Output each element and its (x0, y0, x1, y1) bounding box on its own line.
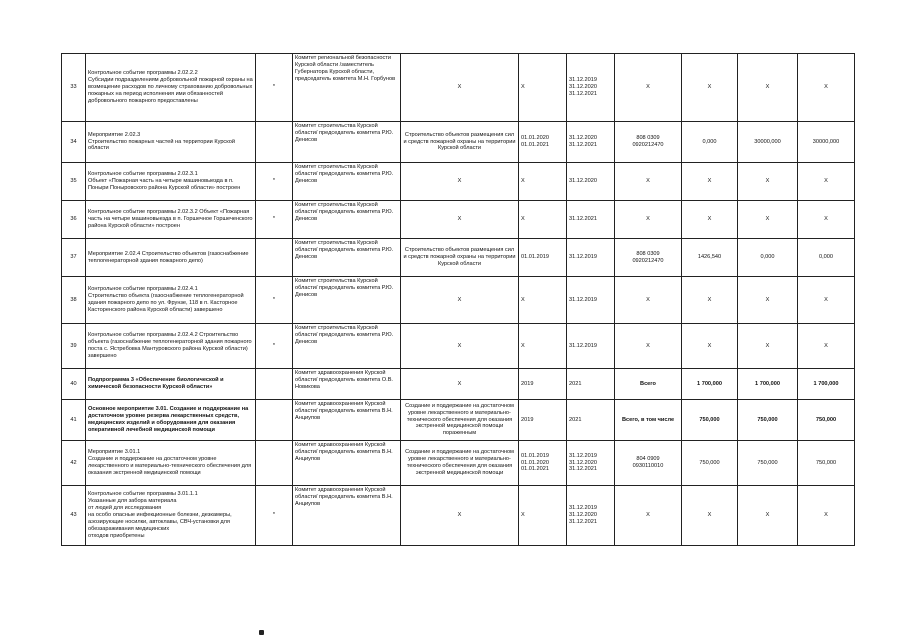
start-date: 2019 (519, 400, 567, 441)
row-name: Основное мероприятие 3.01. Создание и поддержание на достаточном уровне резерва лекарственных средств, медицинских изделий и оборудования для оказания оперативной лечебной медицинской помощи (86, 400, 256, 441)
responsible-executor: Комитет строительства Курской области/ председатель комитета Р.Ю. Денисов (293, 122, 401, 163)
control-event-mark (256, 441, 293, 486)
budget-code: X (615, 486, 682, 546)
expected-result: X (401, 486, 519, 546)
control-event-mark: * (256, 163, 293, 201)
end-date: 31.12.2019 31.12.2020 31.12.2021 (567, 441, 615, 486)
end-date: 2021 (567, 369, 615, 400)
value-2019: X (682, 54, 738, 122)
control-event-mark (256, 369, 293, 400)
expected-result: Строительство объектов размещения сил и средств пожарной охраны на территории Курской области (401, 122, 519, 163)
expected-result: X (401, 369, 519, 400)
value-2021: X (798, 201, 855, 239)
row-number: 39 (62, 324, 86, 369)
start-date: X (519, 324, 567, 369)
start-date: 01.01.2020 01.01.2021 (519, 122, 567, 163)
value-2021: X (798, 277, 855, 324)
value-2021: X (798, 486, 855, 546)
row-name: Мероприятие 2.02.3 Строительство пожарных частей на территории Курской области (86, 122, 256, 163)
value-2019: X (682, 163, 738, 201)
responsible-executor: Комитет строительства Курской области/ председатель комитета Р.Ю. Денисов (293, 324, 401, 369)
value-2019: 1 700,000 (682, 369, 738, 400)
value-2020: 1 700,000 (738, 369, 798, 400)
value-2021: X (798, 324, 855, 369)
start-date: 2019 (519, 369, 567, 400)
row-name: Контрольное событие программы 2.02.4.1 Строительство объекта (газоснабжение теплогенераторной здания пожарного депо по ул. Фрунзе, 118 в п. Касторное Касторенского района Курской области) завершено (86, 277, 256, 324)
table-row (62, 54, 855, 122)
end-date: 31.12.2020 (567, 163, 615, 201)
control-event-mark: * (256, 277, 293, 324)
value-2019: 0,000 (682, 122, 738, 163)
value-2020: 0,000 (738, 239, 798, 277)
table-row (62, 324, 855, 369)
table-row (62, 369, 855, 400)
end-date: 31.12.2020 31.12.2021 (567, 122, 615, 163)
row-number: 37 (62, 239, 86, 277)
row-number: 43 (62, 486, 86, 546)
table-row (62, 239, 855, 277)
end-date: 31.12.2019 (567, 277, 615, 324)
start-date: X (519, 201, 567, 239)
value-2019: 750,000 (682, 400, 738, 441)
budget-code: 804 0909 0930110010 (615, 441, 682, 486)
expected-result: X (401, 277, 519, 324)
value-2021: 750,000 (798, 441, 855, 486)
row-number: 35 (62, 163, 86, 201)
expected-result: X (401, 324, 519, 369)
budget-code: X (615, 201, 682, 239)
scan-mark (259, 630, 264, 635)
responsible-executor: Комитет строительства Курской области/ председатель комитета Р.Ю. Денисов (293, 163, 401, 201)
row-name: Контрольное событие программы 2.02.3.2 Объект «Пожарная часть на четыре машиновыезда в п. Горшечное Горшеченского района Курской области» построен (86, 201, 256, 239)
row-number: 36 (62, 201, 86, 239)
responsible-executor: Комитет строительства Курской области/ председатель комитета Р.Ю. Денисов (293, 277, 401, 324)
value-2020: 750,000 (738, 441, 798, 486)
value-2021: X (798, 163, 855, 201)
value-2020: X (738, 486, 798, 546)
row-name: Контрольное событие программы 2.02.3.1 Объект «Пожарная часть на четыре машиновыезда в п. Поныри Поныровского района Курской области» построен (86, 163, 256, 201)
value-2019: 1426,540 (682, 239, 738, 277)
control-event-mark: * (256, 324, 293, 369)
expected-result: Создание и поддержание на достаточном уровне лекарственного и материально-технического обеспечения для оказания экстренной медицинской помощи (401, 441, 519, 486)
row-number: 33 (62, 54, 86, 122)
responsible-executor: Комитет здравоохранения Курской области/ председатель комитета В.Н. Анциупов (293, 486, 401, 546)
budget-code: X (615, 324, 682, 369)
control-event-mark (256, 400, 293, 441)
value-2019: X (682, 277, 738, 324)
expected-result: X (401, 201, 519, 239)
value-2021: 0,000 (798, 239, 855, 277)
table-row (62, 277, 855, 324)
table-row (62, 486, 855, 546)
row-number: 38 (62, 277, 86, 324)
responsible-executor: Комитет здравоохранения Курской области/ председатель комитета В.Н. Анциупов (293, 400, 401, 441)
budget-code: 808 0309 0920212470 (615, 122, 682, 163)
table-row (62, 163, 855, 201)
value-2021: 1 700,000 (798, 369, 855, 400)
value-2020: X (738, 277, 798, 324)
value-2020: X (738, 163, 798, 201)
row-name: Подпрограмма 3 «Обеспечение биологической и химической безопасности Курской области» (86, 369, 256, 400)
end-date: 2021 (567, 400, 615, 441)
responsible-executor: Комитет региональной безопасности Курской области /заместитель Губернатора Курской области, председатель комитета М.Н. Горбунов (293, 54, 401, 122)
start-date: 01.01.2019 01.01.2020 01.01.2021 (519, 441, 567, 486)
value-2020: X (738, 54, 798, 122)
value-2019: X (682, 486, 738, 546)
control-event-mark (256, 239, 293, 277)
start-date: X (519, 486, 567, 546)
table-row (62, 201, 855, 239)
table-body (62, 54, 855, 546)
row-number: 42 (62, 441, 86, 486)
row-number: 34 (62, 122, 86, 163)
value-2021: 30000,000 (798, 122, 855, 163)
start-date: X (519, 163, 567, 201)
budget-code: Всего, в том числе (615, 400, 682, 441)
end-date: 31.12.2019 (567, 324, 615, 369)
control-event-mark: * (256, 201, 293, 239)
row-number: 41 (62, 400, 86, 441)
start-date: X (519, 54, 567, 122)
value-2021: X (798, 54, 855, 122)
row-number: 40 (62, 369, 86, 400)
budget-code: Всего (615, 369, 682, 400)
table-row (62, 441, 855, 486)
value-2019: X (682, 324, 738, 369)
budget-code: X (615, 163, 682, 201)
end-date: 31.12.2021 (567, 201, 615, 239)
value-2019: X (682, 201, 738, 239)
budget-code: X (615, 277, 682, 324)
table-row (62, 400, 855, 441)
value-2020: 30000,000 (738, 122, 798, 163)
responsible-executor: Комитет строительства Курской области/ председатель комитета Р.Ю. Денисов (293, 201, 401, 239)
expected-result: X (401, 54, 519, 122)
control-event-mark (256, 122, 293, 163)
row-name: Контрольное событие программы 2.02.4.2 Строительство объекта (газоснабжение теплогенераторной здания пожарного поста с. Ястребовка Мантуровского района Курской области) завершено (86, 324, 256, 369)
control-event-mark: * (256, 486, 293, 546)
program-plan-table (61, 53, 855, 546)
start-date: X (519, 277, 567, 324)
value-2019: 750,000 (682, 441, 738, 486)
value-2020: 750,000 (738, 400, 798, 441)
expected-result: Строительство объектов размещения сил и средств пожарной охраны на территории Курской области (401, 239, 519, 277)
value-2021: 750,000 (798, 400, 855, 441)
responsible-executor: Комитет строительства Курской области/ председатель комитета Р.Ю. Денисов (293, 239, 401, 277)
responsible-executor: Комитет здравоохранения Курской области/ председатель комитета О.В. Новикова (293, 369, 401, 400)
value-2020: X (738, 324, 798, 369)
table-row (62, 122, 855, 163)
row-name: Контрольное событие программы 3.01.1.1 Указанные для забора материала от людей для исследования на особо опасные инфекционные болезни, дезкамеры, аэозирующие носилки, автоклавы, СВЧ-установки для обеззараживания медицинских отходов приобретены (86, 486, 256, 546)
end-date: 31.12.2019 31.12.2020 31.12.2021 (567, 54, 615, 122)
end-date: 31.12.2019 31.12.2020 31.12.2021 (567, 486, 615, 546)
budget-code: 808 0309 0920212470 (615, 239, 682, 277)
control-event-mark: * (256, 54, 293, 122)
row-name: Мероприятие 3.01.1 Создание и поддержание на достаточном уровне лекарственного и материально-технического обеспечения для оказания экстренной медицинской помощи (86, 441, 256, 486)
responsible-executor: Комитет здравоохранения Курской области/ председатель комитета В.Н. Анциупов (293, 441, 401, 486)
end-date: 31.12.2019 (567, 239, 615, 277)
row-name: Контрольное событие программы 2.02.2.2 Субсидии подразделениям добровольной пожарной охраны на возмещение расходов по личному страхованию добровольных пожарных на период исполнения ими обязанностей добровольного пожарного предоставлены (86, 54, 256, 122)
budget-code: X (615, 54, 682, 122)
expected-result: X (401, 163, 519, 201)
value-2020: X (738, 201, 798, 239)
start-date: 01.01.2019 (519, 239, 567, 277)
row-name: Мероприятие 2.02.4 Строительство объектов (газоснабжение теплогенераторной здания пожарного депо) (86, 239, 256, 277)
expected-result: Создание и поддержание на достаточном уровне лекарственного и материально-технического обеспечения для оказания экстренной медицинской помощи пораженным (401, 400, 519, 441)
